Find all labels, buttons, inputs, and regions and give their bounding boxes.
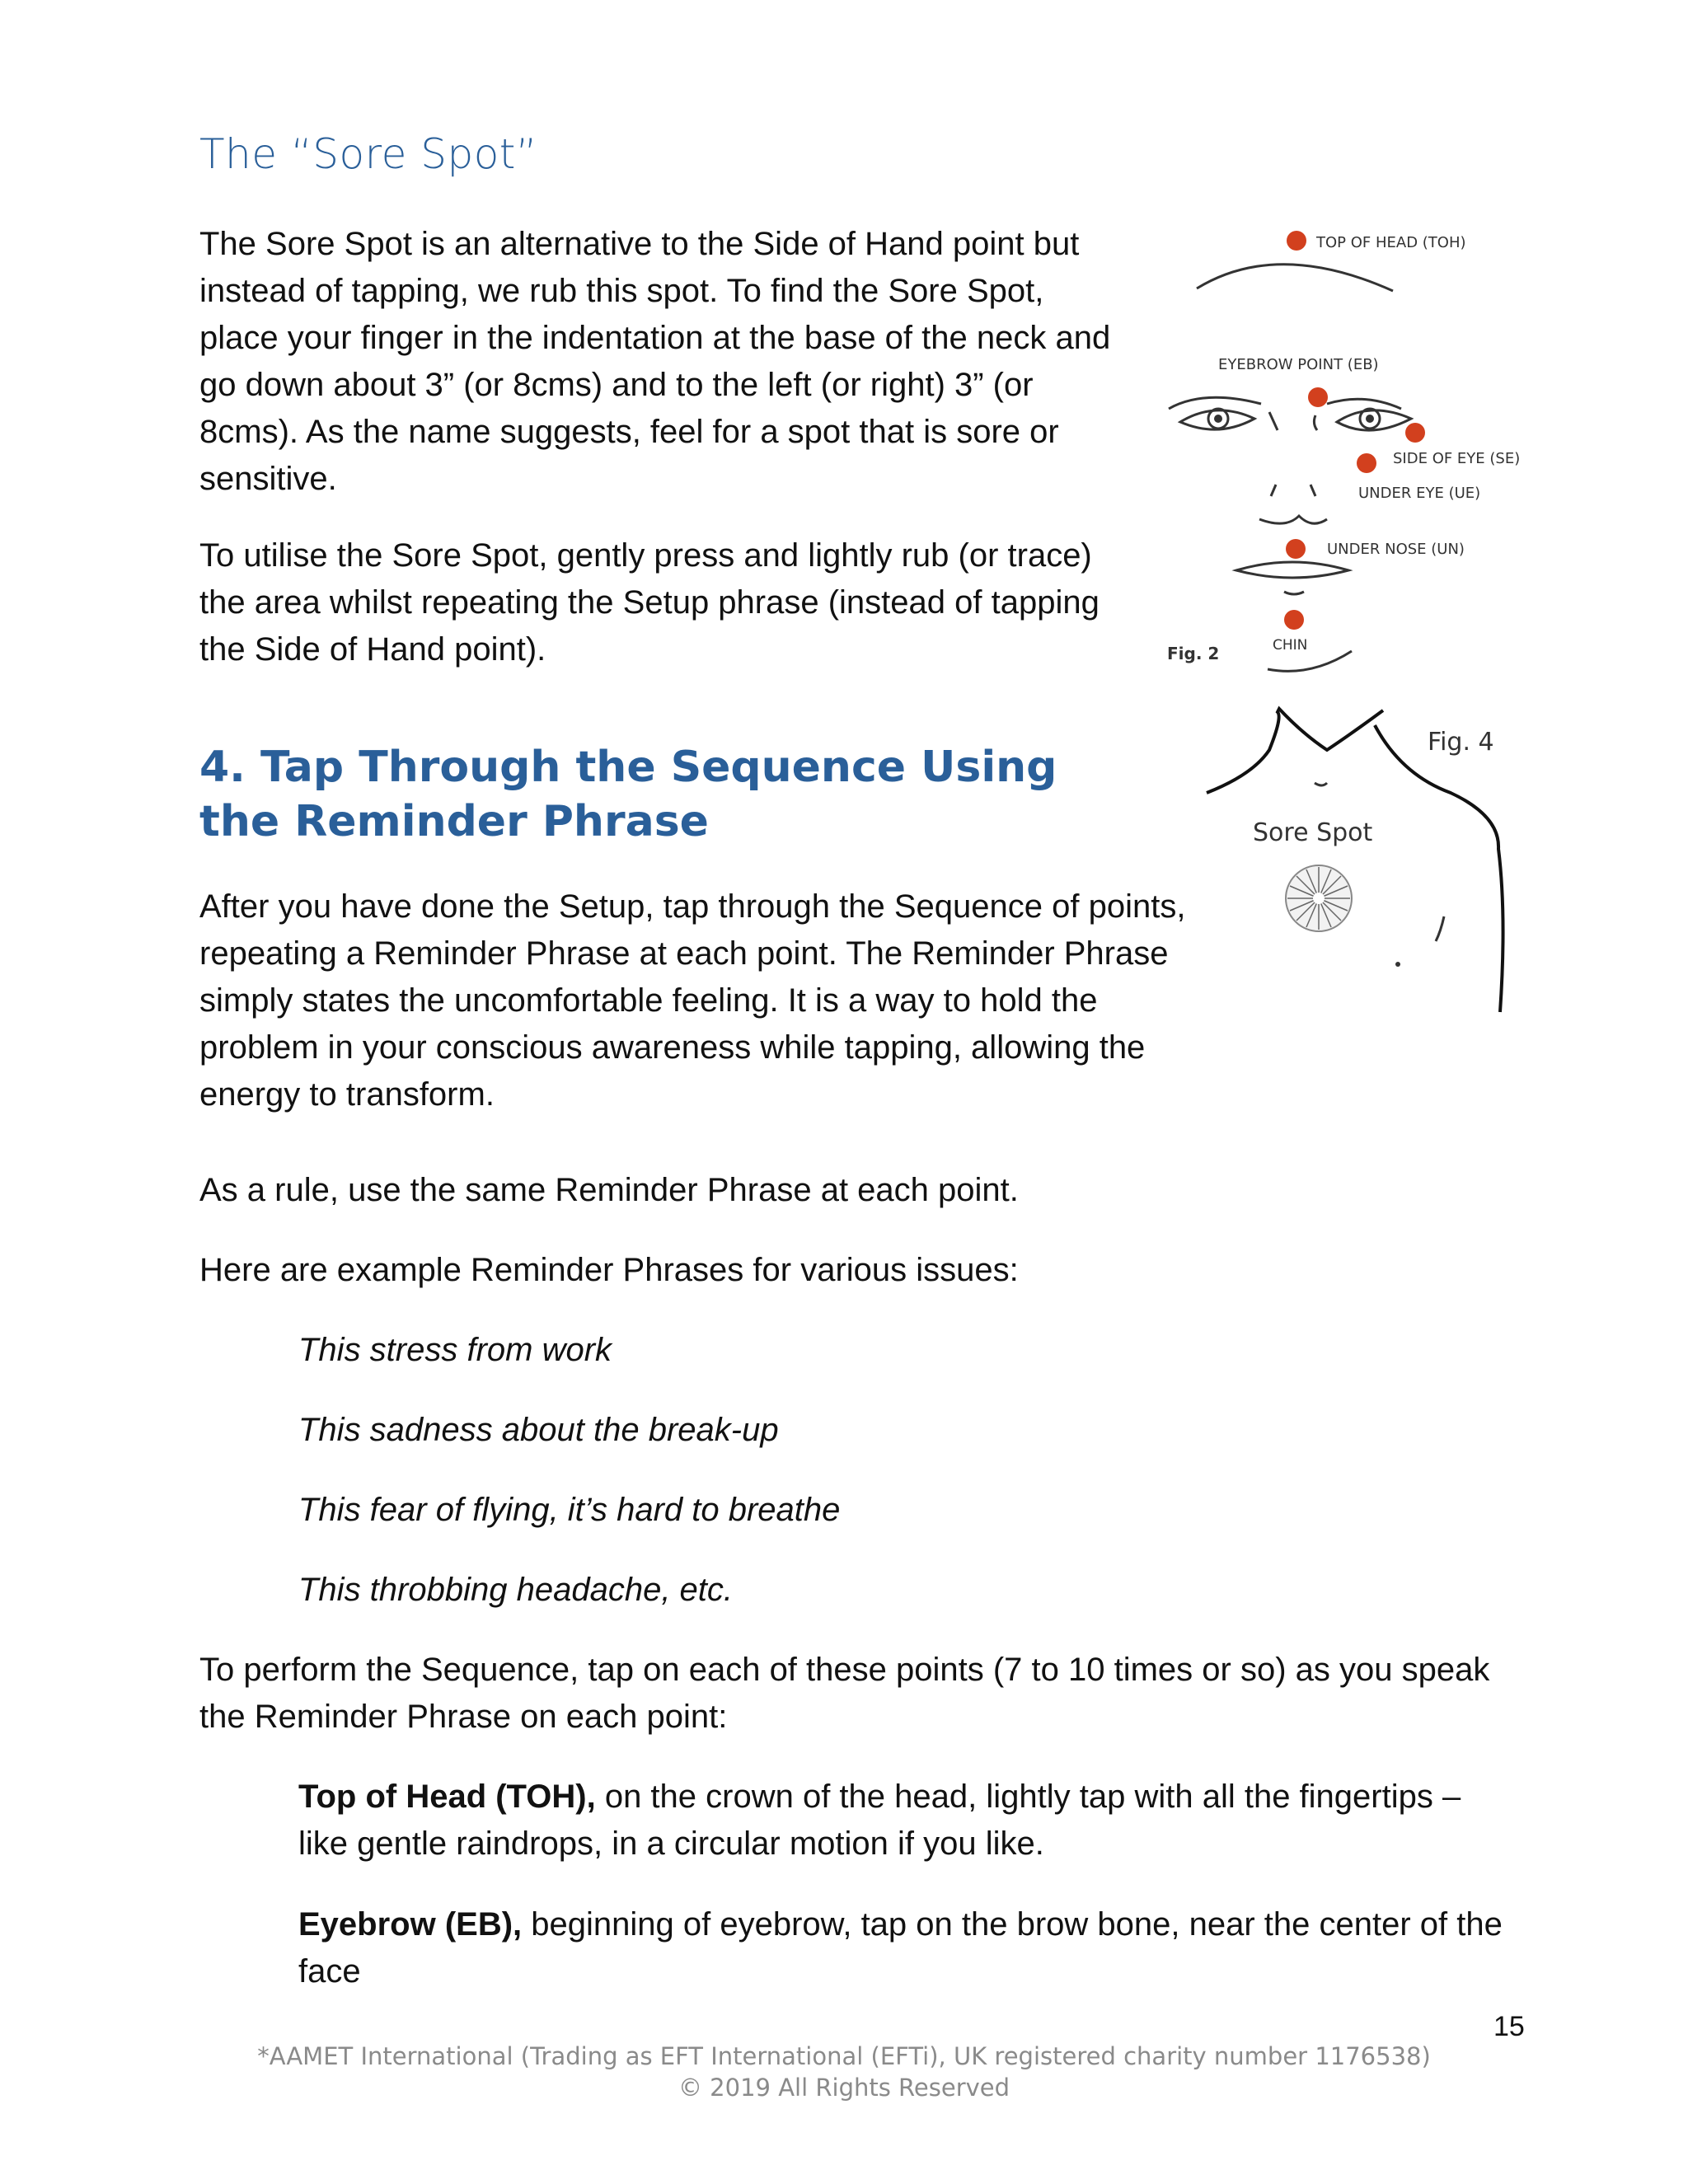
point-under-nose [1286, 539, 1306, 559]
example-phrase: This sadness about the break-up [298, 1412, 779, 1448]
label-fig4: Fig. 4 [1428, 728, 1494, 757]
jaw-outline [1268, 651, 1352, 671]
point-under-eye [1357, 453, 1376, 473]
neck-notch [1315, 783, 1327, 785]
label-chin: CHIN [1273, 637, 1308, 654]
point-chin [1284, 610, 1304, 630]
sequence-paragraph-2: As a rule, use the same Reminder Phrase at each point. [199, 1172, 1019, 1208]
label-fig2: Fig. 2 [1167, 644, 1220, 663]
tapping-point-description: beginning of eyebrow, tap on the brow bone, near the center of the face [298, 1906, 1503, 1990]
neck-outline [1207, 709, 1383, 793]
label-eyebrow-point: EYEBROW POINT (EB) [1218, 356, 1379, 373]
footer-line-1: *AAMET International (Trading as EFT International (EFTi), UK registered charity number 1176538) [257, 2042, 1431, 2070]
chin-crease [1284, 592, 1304, 594]
tapping-point-name: Eyebrow (EB), [298, 1906, 523, 1943]
example-phrase: This throbbing headache, etc. [298, 1572, 734, 1608]
sequence-paragraph-3: Here are example Reminder Phrases for various issues: [199, 1252, 1019, 1288]
body-mark [1395, 962, 1400, 967]
tapping-points-figure [1154, 206, 1550, 1022]
left-eye [1169, 397, 1278, 430]
label-top-of-head: TOP OF HEAD (TOH) [1316, 234, 1466, 251]
point-top-of-head [1287, 231, 1306, 251]
nostrils [1259, 516, 1327, 523]
tapping-point-eb [298, 1901, 1510, 1995]
right-eye [1314, 399, 1411, 430]
label-side-of-eye: SIDE OF EYE (SE) [1393, 450, 1521, 467]
step-4-heading: 4. Tap Through the Sequence Using the Reminder Phrase [199, 743, 1057, 846]
mouth [1236, 562, 1348, 578]
point-eyebrow [1308, 387, 1328, 407]
tapping-point-toh [298, 1774, 1510, 1868]
sore-spot-paragraph-1: The Sore Spot is an alternative to the Side of Hand point but instead of tapping, we rub this spot. To find the Sore Spot, place your finger in the indentation at the base of the neck and go down about 3” (or 8cms) and to the left (or right) 3” (or 8cms). As the name suggests, feel for a spot that is sore or sensitive. [199, 226, 1111, 497]
arm-crease [1436, 916, 1444, 941]
section-title: The “Sore Spot” [199, 130, 538, 178]
nose [1271, 485, 1315, 496]
sequence-paragraph-1: After you have done the Setup, tap through the Sequence of points, repeating a Reminder Phrase at each point. The Reminder Phrase simply states the uncomfortable feeling. It is a way to hold the problem in your conscious awareness while tapping, allowing the energy to transform. [199, 888, 1186, 1113]
head-outline [1197, 265, 1393, 291]
label-under-eye: UNDER EYE (UE) [1358, 485, 1481, 502]
label-sore-spot: Sore Spot [1253, 818, 1373, 847]
sore-spot-paragraph-2: To utilise the Sore Spot, gently press and lightly rub (or trace) the area whilst repeating the Setup phrase (instead of tapping the Side of Hand point). [199, 537, 1100, 668]
footer-line-2: © 2019 All Rights Reserved [678, 2074, 1010, 2102]
tapping-point-description: on the crown of the head, lightly tap with all the fingertips – like gentle raindrops, in a circular motion if you like. [298, 1779, 1461, 1862]
label-under-nose: UNDER NOSE (UN) [1327, 541, 1465, 558]
shoulder-outline [1375, 725, 1503, 1012]
example-phrase: This fear of flying, it’s hard to breathe [298, 1492, 841, 1528]
tapping-point-name: Top of Head (TOH), [298, 1779, 596, 1815]
page-number: 15 [1493, 2011, 1525, 2042]
sequence-paragraph-4: To perform the Sequence, tap on each of these points (7 to 10 times or so) as you speak the Reminder Phrase on each point: [199, 1652, 1490, 1735]
point-side-of-eye [1405, 423, 1425, 443]
sore-spot-marker [1286, 865, 1352, 931]
example-phrase: This stress from work [298, 1332, 612, 1368]
